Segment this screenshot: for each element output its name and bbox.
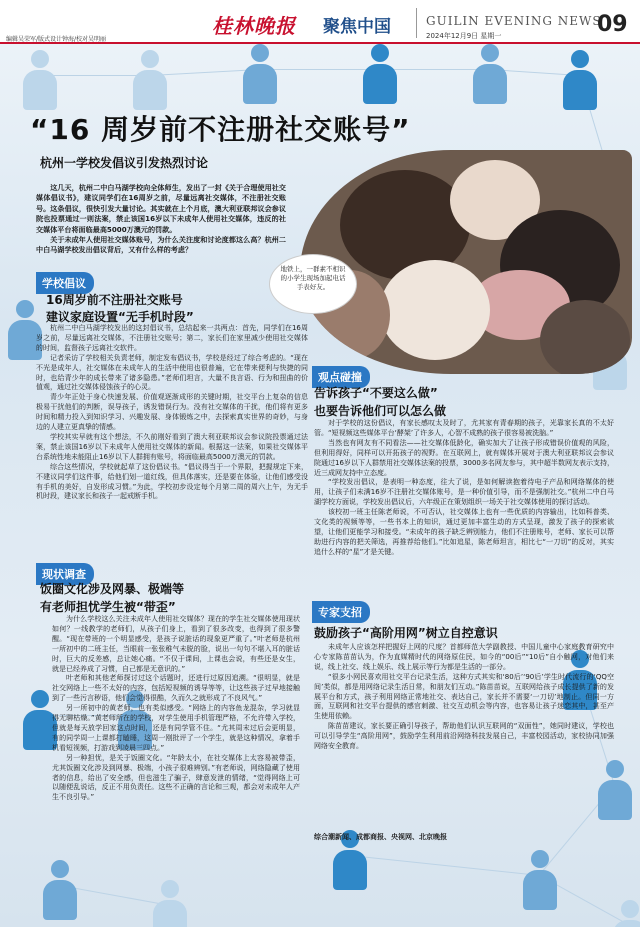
- photo-caption: 地铁上，一群素不相识的小学生现场加起电话手表好友。: [270, 255, 356, 313]
- person-figure-icon: [360, 44, 400, 104]
- section-tag-expert-advice: 专家支招: [312, 601, 370, 623]
- section3-body: [314, 419, 614, 607]
- lead-paragraph: 关于未成年人使用社交媒体账号，为什么关注度和讨论度都这么高？杭州二中白马湖学校发出倡议背后，又有什么样的考虑？: [36, 235, 286, 255]
- main-headline: “16 周岁前不注册社交账号”: [30, 113, 411, 146]
- section2-body: [52, 615, 300, 905]
- page-header: [0, 0, 640, 44]
- sub-headline: 杭州一学校发倡议引发热烈讨论: [40, 156, 209, 170]
- body-paragraph: 叶老师和其他老师探讨过这个话题时，还进行过原因追溯。“很明显，就是社交网络上一些不太好的内容，包括短视频的诱导等等，让这些孩子过早地接触到了一些污言秽语，他们会觉得很酷，久而久之就形成了不良风气。”: [52, 674, 300, 703]
- body-paragraph: “很多小网民喜欢用社交平台记录生活，这种方式其实和‘80后’‘90后’学生时代流行的‘QQ空间’类似，都是用网络记录生活日常，和朋友们互动。”陈苗苗说，互联网给孩子成长提供了新的发展平台和方式，孩子利用网络正常地社交、表达自己，家长并不需要‘一刀切’地制止。但同一方面，互联网和社交平台提供的感官刺激、社交互动机会等内容，也容易让孩子迷恋其中，甚至产生使用依赖。: [314, 672, 614, 721]
- body-paragraph: 陈苗苗建议，家长要正确引导孩子，帮助他们认识互联网的“双面性”，她同时建议，学校也可以引导学生“高阶用网”，鼓励学生利用前沿网络科技发展自己，丰富校园活动，家校协同加强网络安全教育。: [314, 722, 614, 751]
- lead-paragraphs: [36, 183, 286, 256]
- section3-title-line1: 告诉孩子“不要这么做”: [314, 386, 438, 400]
- editor-credit: 编辑吴荣军/版式设计钟海/校对吴明丽: [6, 36, 107, 43]
- lead-paragraph: 这几天，杭州二中白马湖学校向全体师生，发出了一封《关于合理使用社交媒体倡议书》，建议同学们在16周岁之前，尽量远离社交媒体，不注册社交账号。这条倡议，很快引发大量讨论。其实就在上个月底，澳大利亚联邦议会参议院也投票通过一则法案，禁止该国16岁以下未成年人使用社交媒体，违反的社交媒体平台将面临最高5000万澳元的罚款。: [36, 183, 286, 234]
- section3-title-line2: 也要告诉他们可以怎么做: [314, 404, 447, 418]
- page-number: 09: [597, 12, 628, 37]
- person-figure-icon: [470, 44, 510, 104]
- body-paragraph: 该校初一班主任陈老师说，不可否认，社交媒体上也有一些优质的内容输出，比如科普类、文化类的视频等等，一些书本上的知识，通过更加丰富生动的方式呈现，激发了孩子的探索欲望，让他们更能学习和接受。“未成年的孩子缺乏辨别能力，他们不注册账号，老师、家长可以帮助进行内容的把关筛选，再推荐给他们。”比如追星，陈老师坦言，相比七“一刀切”的反对，其实追什么样的“星”才是关键。: [314, 508, 614, 556]
- body-paragraph: 另一种担忧，是关于饭圈文化。“年龄太小，在社交媒体上太容易被带歪，尤其饭圈文化涉及到网暴、极端，小孩子很难辨别。”有老师说，网络隐藏了使用者的信息，给出了安全感，但也滋生了骗子，肆意发泄的情绪，“觉得网络上可以随便乱说话，反正不用负责任。这些不正确的言论和三观，都会对未成年人产生不良引导。”: [52, 753, 300, 802]
- section2-title-line2: 有老师担忧学生被“带歪”: [40, 600, 176, 614]
- section-tag-viewpoint-clash: 观点碰撞: [312, 366, 370, 388]
- network-line: [350, 855, 540, 876]
- issue-date: 2024年12月9日 星期一: [426, 32, 502, 40]
- header-divider: [416, 8, 417, 38]
- person-figure-icon: [130, 50, 170, 110]
- section2-title-line1: 饭圈文化涉及网暴、极端等: [40, 582, 185, 596]
- students-phones-photo: [300, 150, 632, 374]
- section-tag-current-survey: 现状调查: [36, 563, 94, 585]
- person-figure-icon: [560, 50, 600, 110]
- body-paragraph: 为什么学校这么关注未成年人使用社交媒体？现在的学生社交媒体使用现状如何？一线教学的老师们，从孩子们身上，看到了很多改变，也得到了很多警醒。“现在带班的一个明显感受，是孩子说脏话的现象更严重了。”叶老师是杭州一所初中的二班主任，当眼前一张张稚气未脱的脸，说出一句句不堪入耳的脏话时，巨大的反差感，总让她心痛。“不仅于课间，上课也会说，有些还是女生，就是已经养成了习惯，自己都是无意识的。”: [52, 615, 300, 673]
- person-figure-icon: [520, 850, 560, 910]
- body-paragraph: 未成年人应该怎样把握好上网的尺度？首都师范大学副教授、中国儿童中心家庭教育研究中心专家陈苗苗认为，作为直媒精时代的网络原住民，如今的“00后”“10后”自小触网，对他们来说，线上社交、线上娱乐、线上展示等行为都是生活的一部分。: [314, 643, 614, 671]
- section1-title-line1: 16周岁前不注册社交账号: [46, 293, 183, 307]
- section1-title-line2: 建议家庭设置“无手机时段”: [46, 310, 194, 324]
- body-paragraph: 学校其实早就有这个想法，不久前刚好看到了澳大利亚联邦议会参议院投票通过法案，禁止该国16岁以下未成年人使用社交媒体的新闻。根据这一法案，如果社交媒体平台系统性地未能阻止16岁以下人群拥有账号，将面临最高5000万澳元的罚款。: [36, 432, 308, 461]
- body-paragraph: 综合这些情况，学校就起草了这份倡议书。“倡议得当于一个界限，把握规定下来，不建议同学们这件事，给他们划一道红线，但具体落实，还是要在体验，让他们感受没有手机的美好，自发形成习惯。”为此，学校初步设定每个月第二周的周六上午，为无手机时段，建议家长和孩子一起戒断手机。: [36, 462, 308, 501]
- body-paragraph: “学校发出倡议，是表明一种态度，往大了说，是如何解读抱着待电子产品和网络媒体的使用，让孩子们未满16岁不注册社交媒体账号，是一种价值引导，而不是强制社交。”杭州二中白马湖学校方面说，学校发出倡议后，六年级正在策划组织一场关于社交媒体使用的探讨活动。: [314, 478, 614, 507]
- person-figure-icon: [610, 900, 640, 927]
- section-name: 聚焦中国: [323, 17, 391, 37]
- body-paragraph: 杭州二中白马湖学校发出的这封倡议书，总结起来一共两点：首先，同学们在16周岁之前，尽量远离社交媒体，不注册社交账号；第二，家长们在家里减少使用社交媒体的时间，监督孩子远离社交软件。: [36, 324, 308, 352]
- news-source: 综合潮新闻、成都商报、央视网、北京晚报: [314, 833, 447, 841]
- body-paragraph: 青少年正处于身心快速发展、价值观逐渐成形的关键时期，社交平台上复杂的信息极易干扰他们的判断，误导孩子，诱发错误行为。没有社交媒体的干扰，他们将有更多时间和精力投入到知识学习、兴趣发展、身体锻炼之中，去探索真实世界的奇妙，与身边的人建立更真挚的情感。: [36, 393, 308, 432]
- person-figure-icon: [240, 44, 280, 104]
- section1-body: [36, 324, 308, 562]
- body-paragraph: 另一所初中的黄老师，也有类似感受。“网络上的内容鱼龙混杂，学习就显得无聊枯燥。”黄老师所在的学校，对学生使用手机管理严格，不允许带入学校，但就是每天放学回家这点时间，还是有同学管不住。“尤其周末过后会更明显，有的同学周一上课都打瞌睡，这周一刚批评了一个学生，就是这种情况，拿着手机看短视频，打游戏到凌晨三四点。”: [52, 704, 300, 752]
- body-paragraph: 当然也有网友有不同看法——社交媒体低龄化，确实加大了让孩子形成错误价值观的风险，但利用得好，同样可以开拓孩子的视野。在互联网上，就有媒体开展对于澳大利亚联邦议会参议院通过16岁以下人群禁用社交媒体法案的投票，3000多名网友参与，其中超半数网友表示支持，近三成网友持中立态度。: [314, 438, 614, 477]
- body-paragraph: 对于学校的这份倡议，有家长感叹太及时了，尤其家有青春期的孩子，光靠家长真的不太好管。“短视频这些媒体平台‘酵架’了许多人，心智不成熟的孩子很容易被洗脑。”: [314, 419, 614, 437]
- section4-title: 鼓励孩子“高阶用网”树立自控意识: [314, 626, 498, 640]
- person-figure-icon: [20, 50, 60, 110]
- paper-name-english: GUILIN EVENING NEWS: [426, 14, 602, 28]
- newspaper-logo: 桂林晚报: [212, 14, 296, 38]
- section-tag-school-initiative: 学校倡议: [36, 272, 94, 294]
- section4-body: [314, 643, 614, 829]
- body-paragraph: 记者采访了学校相关负责老师，制定发布倡议书，学校是经过了综合考虑的。“现在不光是成年人，社交媒体在未成年人的生活中使用也很普遍，它在带来便利与快捷的同时，也给青少年的成长带来了诸多隐患。”老师们坦言，大量不良言语、行为和扭曲的价值观，通过社交媒体侵蚀孩子的心灵。: [36, 353, 308, 392]
